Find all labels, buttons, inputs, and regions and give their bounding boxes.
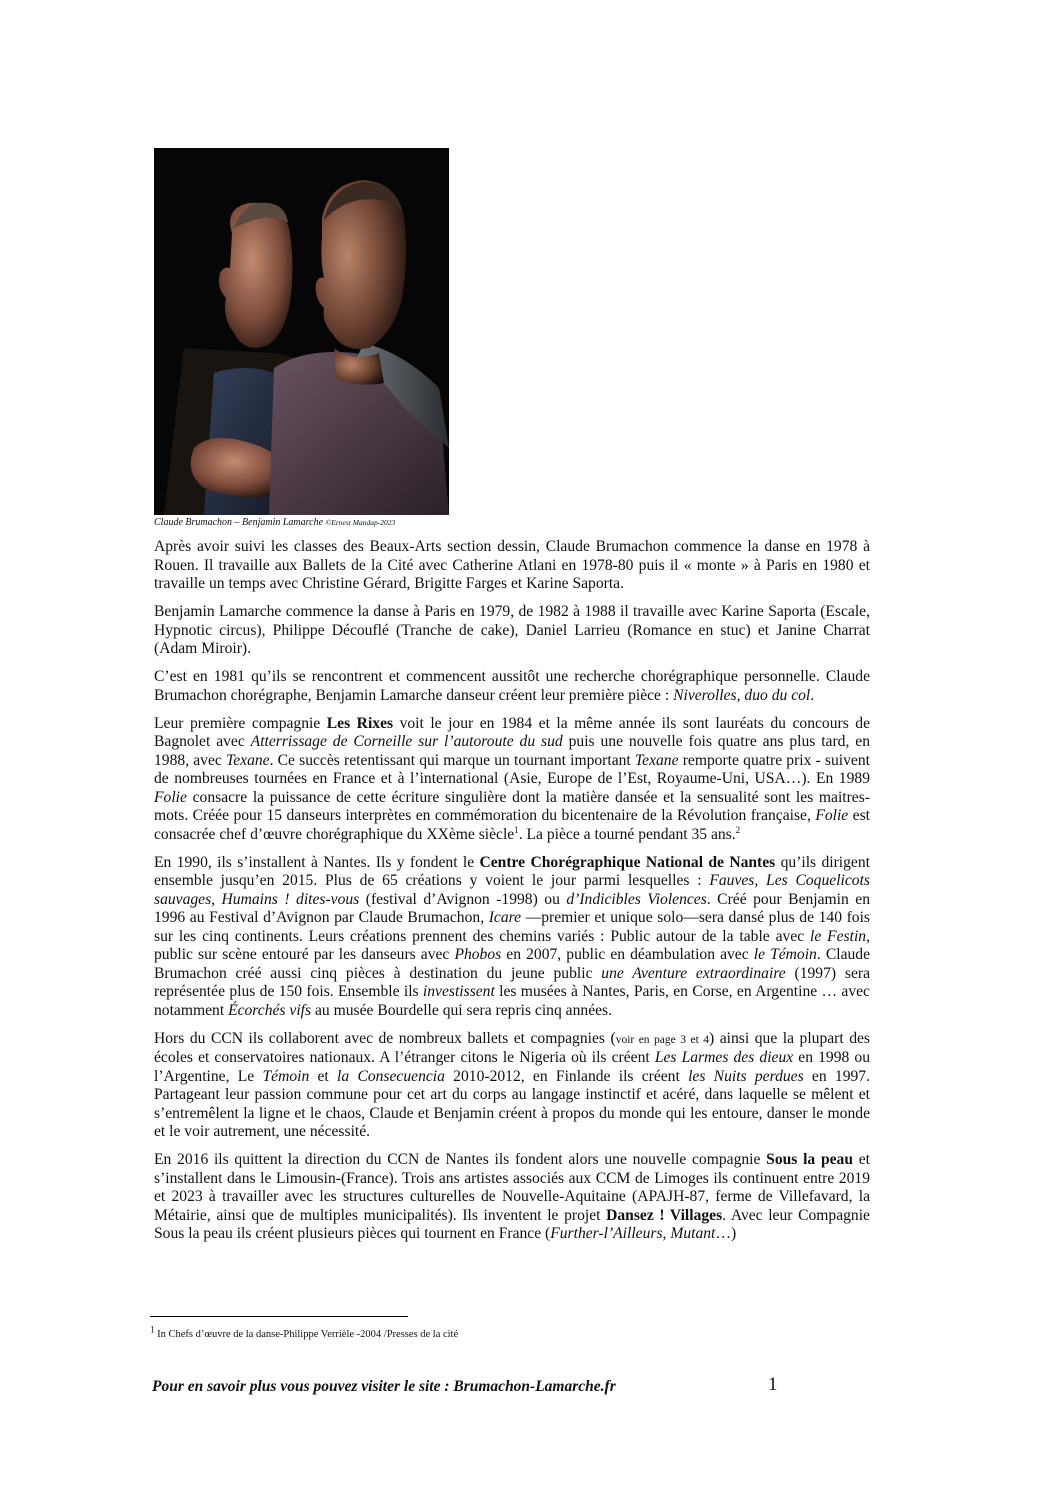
text: les musées à Nantes, Paris, en Corse, en Argentine … avec notamment [154,983,870,1019]
text: (1997) sera représentée plus de 150 fois. Ensemble ils [154,964,870,1000]
work-title: Témoin [262,1067,310,1085]
text: et s’installent dans le Limousin-(France). Trois ans artistes associés aux CCM de Limoges ils continuent entre 2019 et 2023 à travailler avec les structures culturelles de Nouvelle-Aquitaine (APAJH-87, ferme de Villefavard, la Métairie, ainsi que de multiples municipalités). Ils inventent le projet [154,1151,870,1224]
work-title: Phobos [454,946,502,963]
work-title: Atterrissage de Corneille sur l’autoroute du sud [250,733,563,750]
portrait-illustration [154,148,449,515]
text: En 1990, ils s’installent à Nantes. Ils y fondent le [154,853,480,871]
work-title: Les Larmes des dieux [654,1049,794,1066]
work-title: Folie [815,807,849,824]
work-title: Écorchés vifs [228,1001,312,1019]
text: …) [715,1225,737,1242]
footer-link-text: Pour en savoir plus vous pouvez visiter le site : Brumachon-Lamarche.fr [152,1378,616,1395]
text: 2010-2012, en Finlande ils créent [444,1067,689,1085]
paragraph-5 [154,854,870,1021]
footnote-separator [150,1316,408,1317]
text: Hors du CCN ils collaborent avec de nombreux ballets et compagnies ( [154,1029,616,1047]
paragraph-7 [154,1151,870,1244]
footnote-number: 1 [150,1324,155,1335]
footnote-ref: 1 [514,824,519,835]
text: consacre la puissance de cette écriture singulière dont la matière dansée et la sensualité sont les maitres-mots. Créée pour 15 danseurs interprètes en commémoration du bicentenaire de la Révolution française, [154,788,870,824]
text: en 1997. Partageant leur passion commune pour cet art du corps au langage instinctif et acéré, dans laquelle se mêlent et s’entremêlent la ligne et le chaos, Claude et Benjamin créent à propos du monde qui les entoure, danser le monde et le voir autrement, une nécessité. [154,1067,871,1140]
text: remporte quatre prix - suivent de nombreuses tournées en France et à l’international (Asie, Europe de l’Est, Royaume-Uni, USA…). En 1989 [154,751,870,787]
paragraph-2: Benjamin Lamarche commence la danse à Paris en 1979, de 1982 à 1988 il travaille avec Karine Saporta (Escale, Hypnotic circus), Philippe Découflé (Tranche de cake), Daniel Larrieu (Romance en stuc) et Janine Charrat (Adam Miroir). [154,603,870,657]
footnote-text: In Chefs d’œuvre de la danse-Philippe Verrièle -2004 /Presses de la cité [157,1329,459,1340]
footnote [150,1324,850,1340]
text: puis une nouvelle fois quatre ans plus tard, en 1988, avec [154,733,870,769]
caption-credit: ©Ernest Mandap-2023 [325,518,396,527]
text: . La pièce a tourné pendant 35 ans. [518,825,736,843]
project-name: Dansez ! Villages [606,1206,723,1224]
text: est consacrée chef d’œuvre chorégraphique du XXème siècle [154,807,870,843]
work-title: Texane [634,751,679,769]
text: , public sur scène entouré par les danseurs avec [154,927,870,963]
work-title: Folie [154,788,187,806]
text: et [309,1067,338,1085]
page-reference: voir en page 3 et 4 [615,1033,710,1046]
work-title: une Aventure extraordinaire [601,964,786,982]
photo-caption [154,517,574,528]
page-number: 1 [768,1374,778,1395]
work-title: la Consecuencia [337,1067,445,1085]
body-text [154,538,870,1253]
paragraph-3 [154,668,870,705]
text: au musée Bourdelle qui sera repris cinq années. [311,1001,613,1019]
institution-name: Centre Chorégraphique National de Nantes [479,853,776,871]
emphasis: investissent [422,983,495,1000]
text: en 2007, public en déambulation avec [501,946,754,963]
paragraph-6 [154,1030,870,1142]
text: En 2016 ils quittent la direction du CCN de Nantes ils fondent alors une nouvelle compagnie [154,1151,767,1168]
work-title: d’Indicibles Violences [566,890,707,908]
work-title: Further-l’Ailleurs, Mutant [550,1225,716,1242]
text: . [810,686,815,704]
text: voit le jour en 1984 et la même année ils sont lauréats du concours de Bagnolet avec [154,714,870,750]
caption-names: Claude Brumachon – Benjamin Lamarche [154,517,324,528]
work-title: Texane [225,751,270,769]
text: . Avec leur Compagnie Sous la peau ils créent plusieurs pièces qui tournent en France ( [154,1206,870,1242]
text: (festival d’Avignon -1998) ou [359,890,567,908]
company-name: Les Rixes [326,714,394,732]
text: . Créé pour Benjamin en 1996 au Festival d’Avignon par Claude Brumachon, [154,890,870,926]
text: qu’ils dirigent ensemble jusqu’en 2015. Plus de 65 créations y voient le jour parmi lesquelles : [154,853,870,889]
work-title: les Nuits perdues [688,1067,804,1085]
company-name: Sous la peau [766,1151,854,1168]
work-title: Icare [488,909,522,926]
work-title: le Festin [810,927,867,945]
paragraph-1: Après avoir suivi les classes des Beaux-Arts section dessin, Claude Brumachon commence la danse en 1978 à Rouen. Il travaille aux Ballets de la Cité avec Catherine Atlani en 1978-80 puis il « monte » à Paris en 1980 et travaille un temps avec Christine Gérard, Brigitte Farges et Karine Saporta. [154,538,870,592]
text: ) ainsi que la plupart des écoles et conservatoires nationaux. A l’étranger citons le Nigeria où ils créent [154,1029,870,1066]
work-title: Fauves, Les Coquelicots sauvages, Humains ! dites-vous [154,872,870,908]
text: —premier et unique solo—sera dansé plus de 140 fois sur les cinq continents. Leurs créations prennent des chemins variés : Public autour de la table avec [154,909,870,945]
paragraph-4 [154,715,870,845]
text: en 1998 ou l’Argentine, Le [154,1049,871,1085]
work-title: le Témoin [753,946,817,963]
text: C’est en 1981 qu’ils se rencontrent et commencent aussitôt une recherche chorégraphique personnelle. Claude Brumachon chorégraphe, Benjamin Lamarche danseur créent leur première pièce : [154,668,870,704]
work-title: Niverolles, duo du col [673,686,811,704]
text: . Ce succès retentissant qui marque un tournant important [269,751,635,769]
portrait-photo [154,148,449,515]
text: Leur première compagnie [154,714,327,732]
text: . Claude Brumachon créé aussi cinq pièces à destination du jeune public [154,946,871,982]
footnote-ref: 2 [735,824,741,835]
